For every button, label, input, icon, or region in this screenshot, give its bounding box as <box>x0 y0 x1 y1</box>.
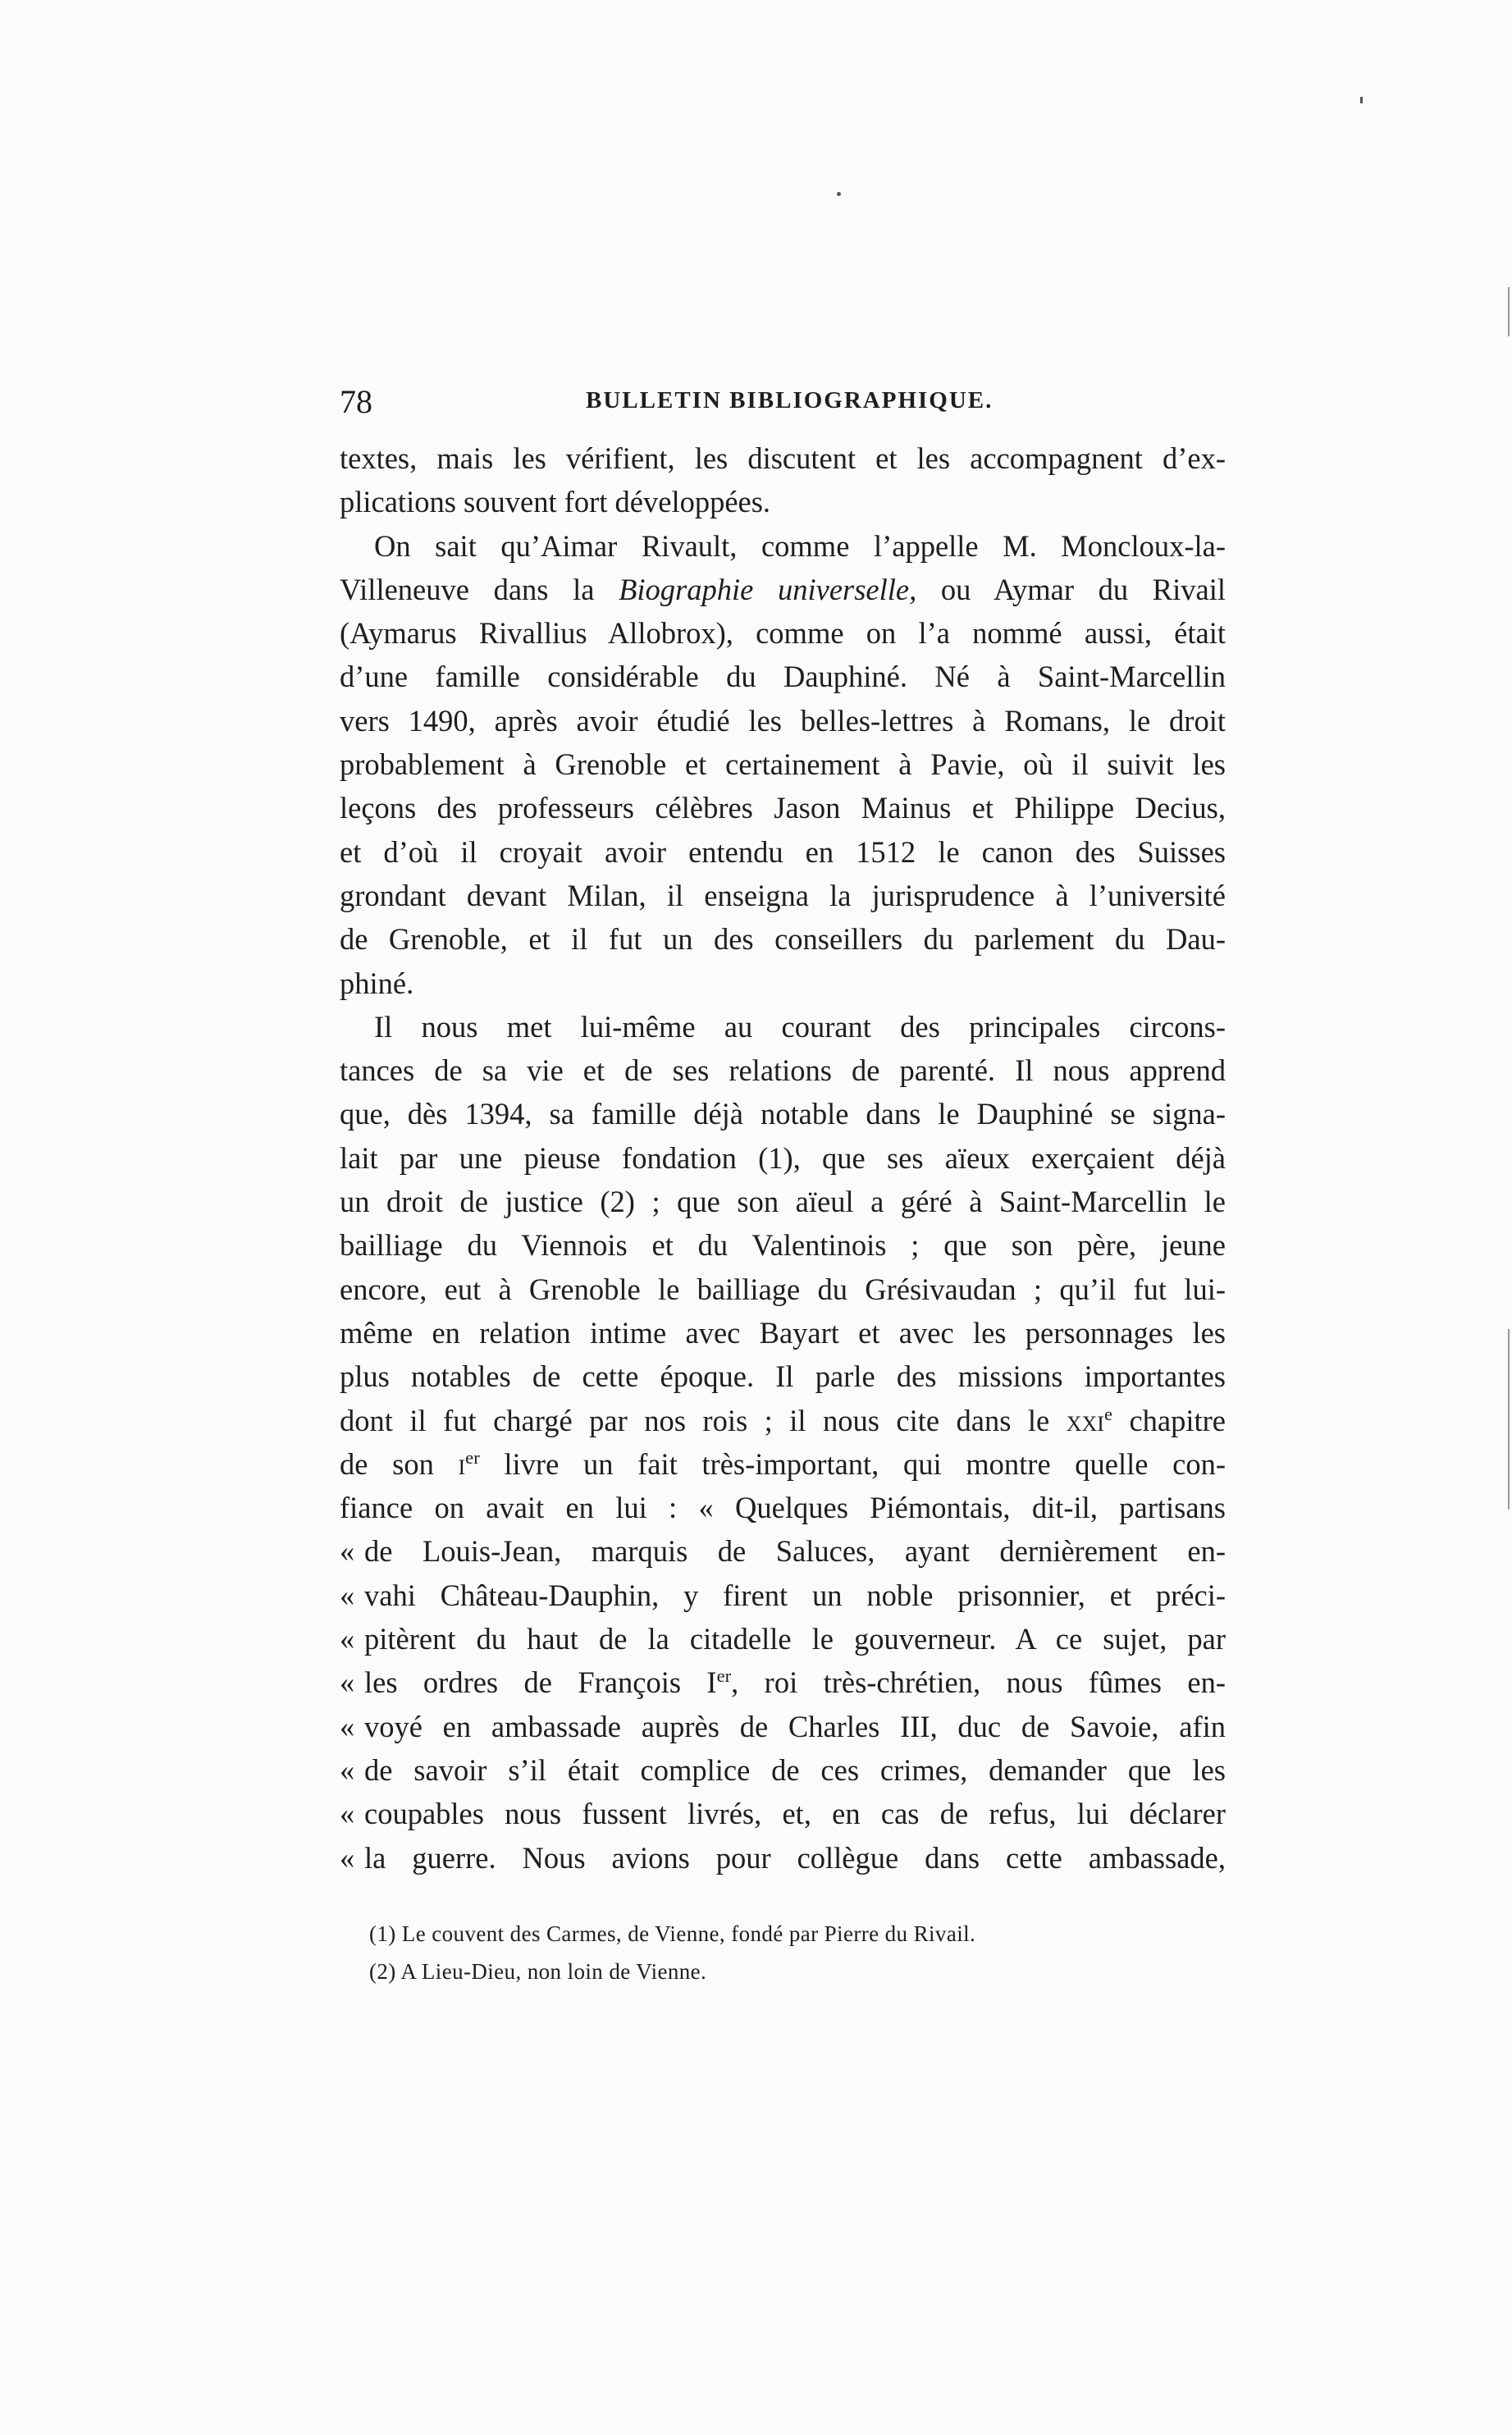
text-line: de son $i^{er}$ livre un fait très-important, qui montre quelle con- <box>340 1446 1226 1481</box>
text-line: fiance on avait en lui : « Quelques Piémontais, dit-il, partisans <box>340 1491 1226 1525</box>
quote-mark: « <box>340 1752 355 1787</box>
text-line: lait par une pieuse fondation (1), que ses aïeux exerçaient déjà <box>340 1140 1226 1175</box>
quote-mark: « <box>340 1709 355 1743</box>
quote-line: « de Louis-Jean, marquis de Saluces, ayant dernièrement en- <box>340 1529 1226 1573</box>
text-line: et d’où il croyait avoir entendu en 1512 le canon des Suisses <box>340 834 1226 869</box>
text-line: de Grenoble, et il fut un des conseillers du parlement du Dau- <box>340 922 1226 957</box>
text-line: On sait qu’Aimar Rivault, comme l’appelle M. Moncloux-la- <box>374 528 1226 563</box>
quote-mark: « <box>340 1797 355 1831</box>
quote-mark: « <box>340 1622 355 1656</box>
footnote: (1) Le couvent des Carmes, de Vienne, fondé par Pierre du Rivail. <box>369 1921 976 1946</box>
quote-mark: « <box>340 1840 355 1875</box>
quote-line: « voyé en ambassade auprès de Charles III, duc de Savoie, afin <box>340 1705 1226 1748</box>
quote-line: « coupables nous fussent livrés, et, en cas de refus, lui déclarer <box>340 1792 1226 1835</box>
page-header <box>340 382 1226 423</box>
page-edge-line <box>1508 1329 1510 1510</box>
text-line: même en relation intime avec Bayart et avec les personnages les <box>340 1315 1226 1350</box>
quote-mark: « <box>340 1578 355 1612</box>
text-line: (Aymarus Rivallius Allobrox), comme on l’a nommé aussi, était <box>340 616 1226 651</box>
text-line: leçons des professeurs célèbres Jason Mainus et Philippe Decius, <box>340 791 1226 825</box>
text-line: grondant devant Milan, il enseigna la jurisprudence à l’université <box>340 878 1226 912</box>
text-line: plications souvent fort développées. <box>340 485 771 519</box>
quote-line: « pitèrent du haut de la citadelle le gouverneur. A ce sujet, par <box>340 1617 1226 1661</box>
text-line: encore, eut à Grenoble le bailliage du Grésivaudan ; qu’il fut lui- <box>340 1272 1226 1306</box>
text-line: textes, mais les vérifient, les discutent et les accompagnent d’ex- <box>340 441 1226 475</box>
running-title: BULLETIN BIBLIOGRAPHIQUE. <box>586 387 994 413</box>
text-line: probablement à Grenoble et certainement à Pavie, où il suivit les <box>340 747 1226 782</box>
quote-line: « de savoir s’il était complice de ces crimes, demander que les <box>340 1748 1226 1792</box>
quote-mark: « <box>340 1534 355 1569</box>
text-line: un droit de justice (2) ; que son aïeul a géré à Saint-Marcellin le <box>340 1185 1226 1219</box>
scan-speck <box>837 192 841 196</box>
text-line: Villeneuve dans la Biographie universelle, ou Aymar du Rivail <box>340 572 1227 606</box>
page-edge-line <box>1508 287 1510 336</box>
text-line: que, dès 1394, sa famille déjà notable dans le Dauphiné se signa- <box>340 1097 1226 1131</box>
quote-line: « vahi Château-Dauphin, y firent un noble prisonnier, et préci- <box>340 1574 1226 1617</box>
footnotes <box>369 1915 1231 1990</box>
text-line: dont il fut chargé par nos rois ; il nous cite dans le xxi$^e$ chapitre <box>340 1403 1226 1437</box>
quote-line: « les ordres de François Ier, roi très-chrétien, nous fûmes en- <box>340 1661 1226 1704</box>
page-number: 78 <box>340 383 372 420</box>
text-line: bailliage du Viennois et du Valentinois ; que son père, jeune <box>340 1228 1226 1263</box>
text-line: phiné. <box>340 966 414 1000</box>
text-line: vers 1490, après avoir étudié les belles-lettres à Romans, le droit <box>340 703 1226 738</box>
text-line: Il nous met lui-même au courant des principales circons- <box>374 1009 1226 1044</box>
footnote: (2) A Lieu-Dieu, non loin de Vienne. <box>369 1959 707 1984</box>
book-title: Biographie universelle, <box>619 572 917 606</box>
text-line: tances de sa vie et de ses relations de parenté. Il nous apprend <box>340 1053 1226 1088</box>
quote-line: « la guerre. Nous avions pour collègue dans cette ambassade, <box>340 1836 1226 1880</box>
body-text <box>340 436 1226 1880</box>
quote-mark: « <box>340 1665 355 1700</box>
text-line: plus notables de cette époque. Il parle des missions importantes <box>340 1359 1226 1394</box>
text-line: d’une famille considérable du Dauphiné. Né à Saint-Marcellin <box>340 660 1226 694</box>
scan-speck <box>1360 97 1363 103</box>
